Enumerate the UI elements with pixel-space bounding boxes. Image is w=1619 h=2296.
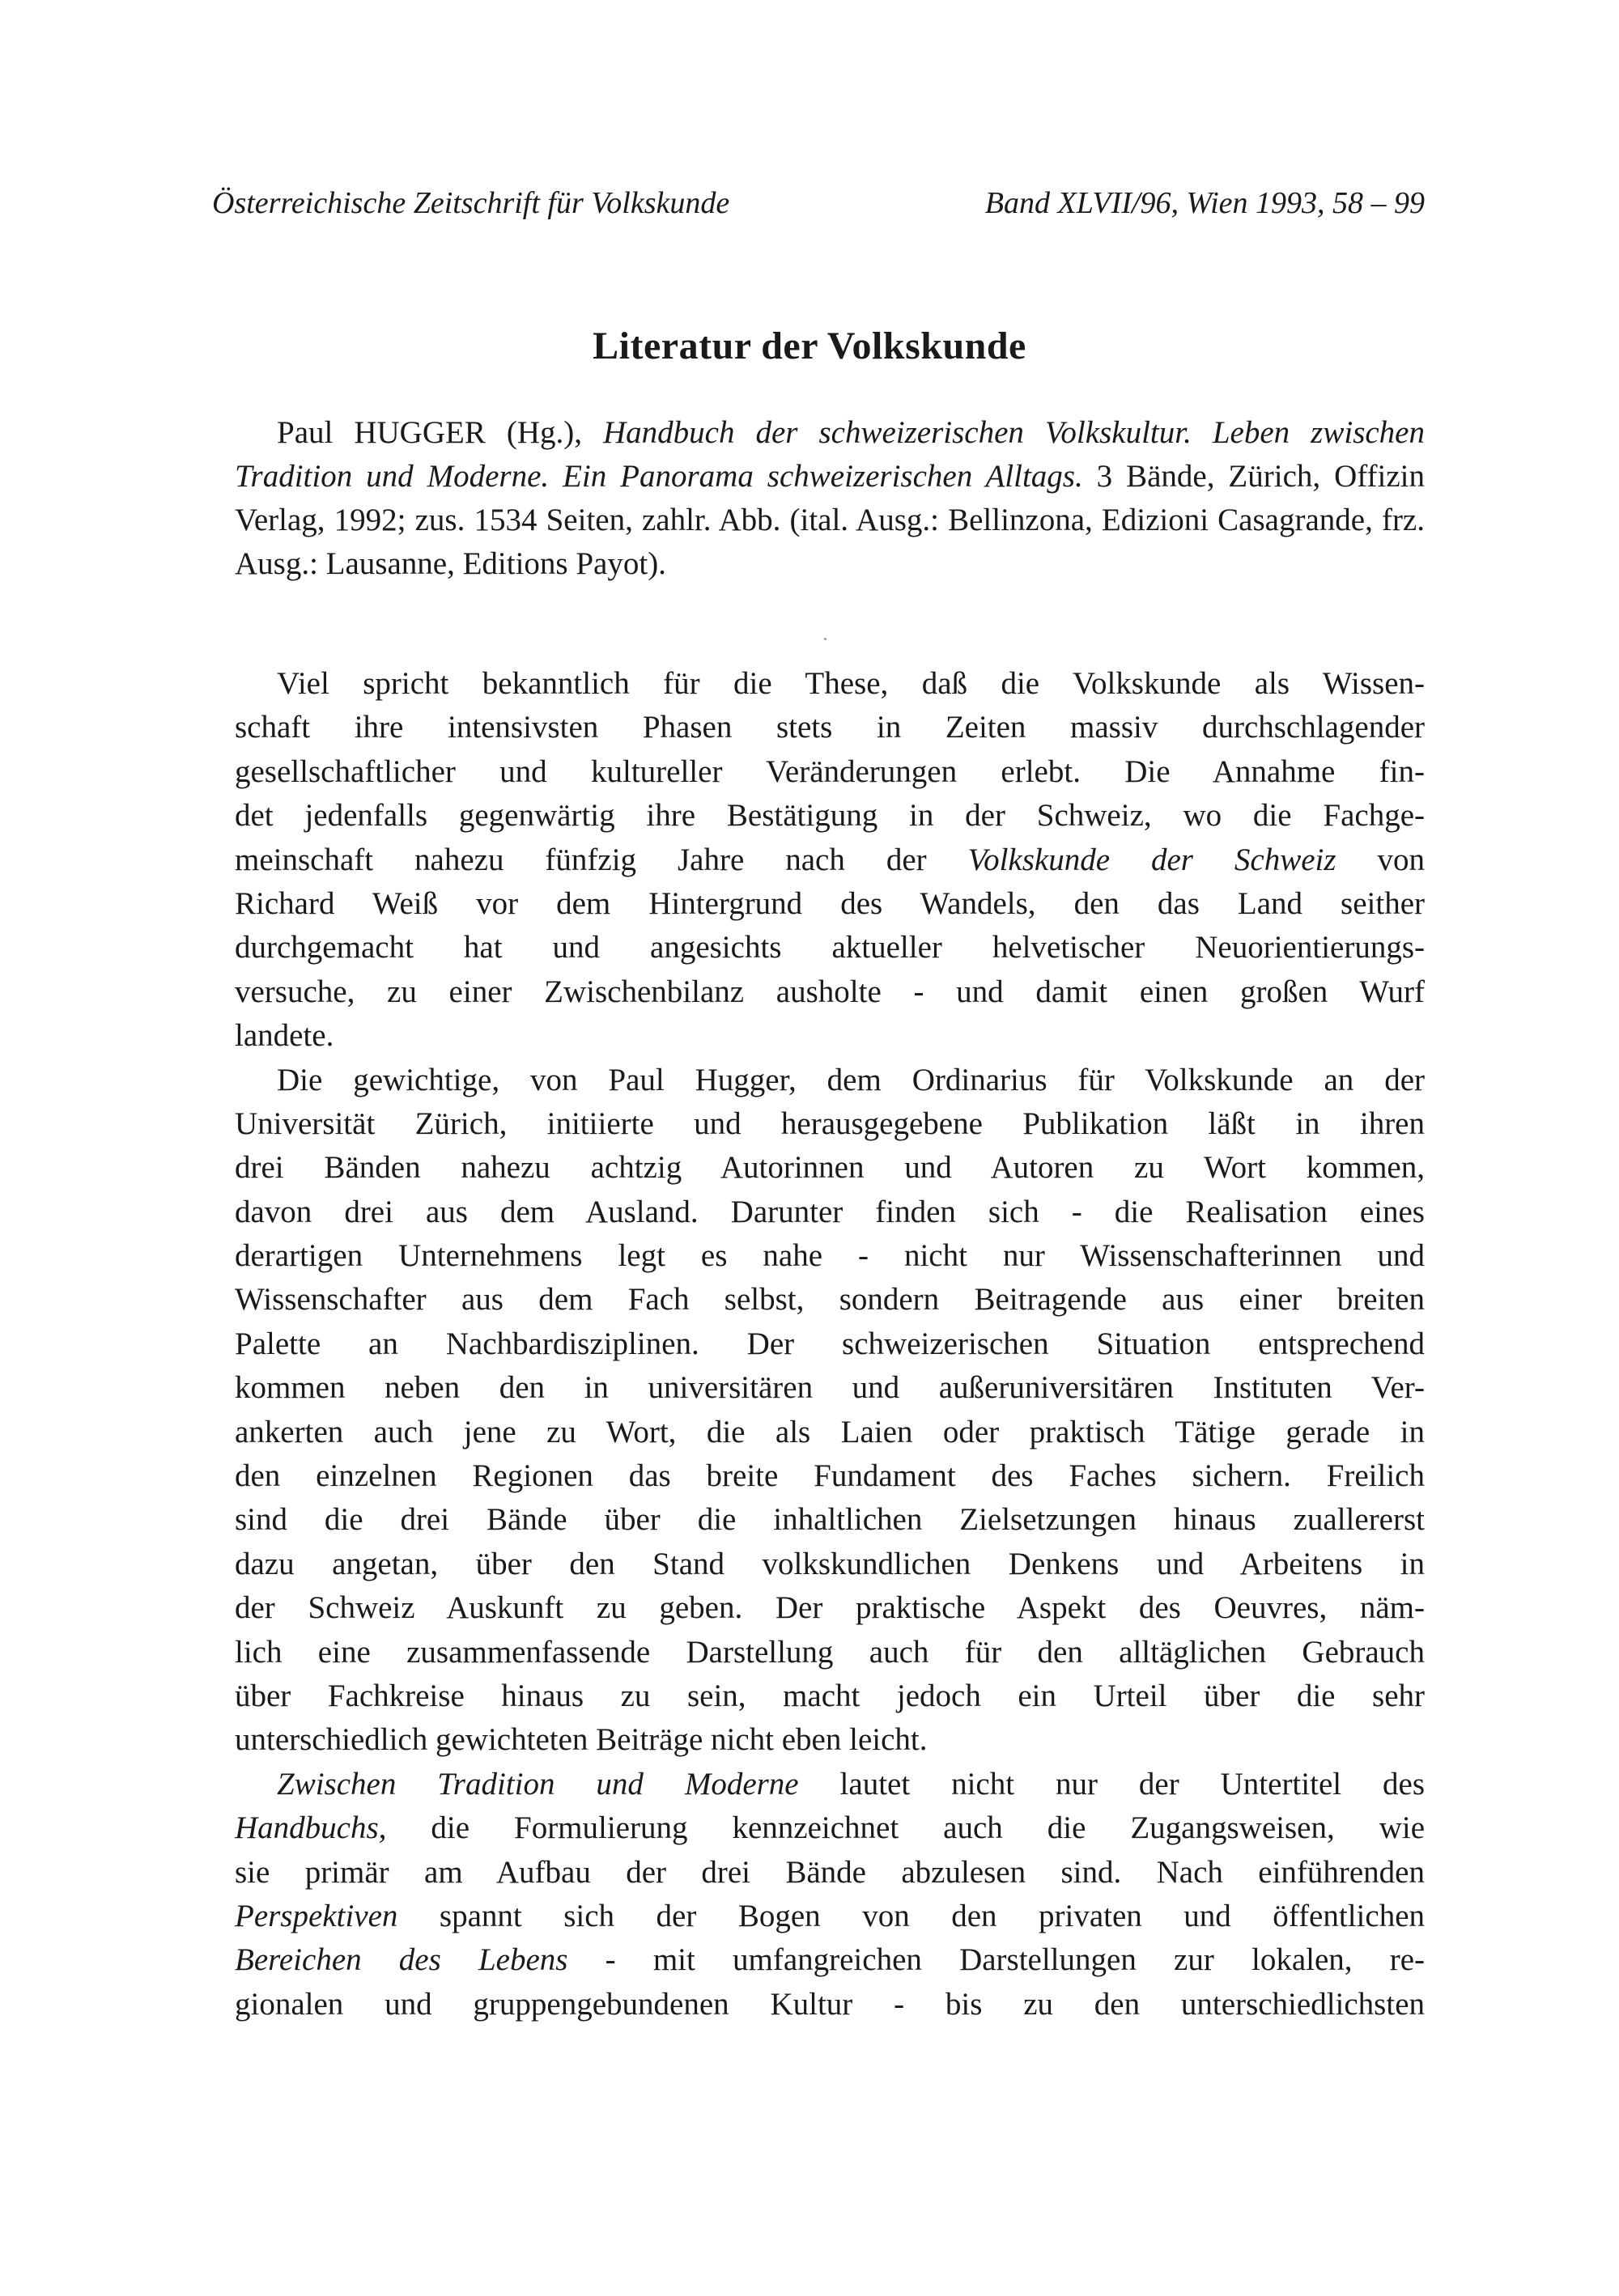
text-line (235, 1983, 1425, 2027)
citation-author: Paul HUGGER (Hg.), (277, 415, 603, 450)
text-segment: kommen neben den in universitären und außeruniversitären Instituten Ver- (235, 1370, 1425, 1406)
text-line (235, 970, 1425, 1014)
text-line (235, 838, 1425, 882)
text-segment: versuche, zu einer Zwischenbilanz ausholte - und damit einen großen Wurf (235, 974, 1425, 1009)
text-segment: landete. (235, 1018, 334, 1054)
text-segment: det jedenfalls gegenwärtig ihre Bestätigung in der Schweiz, wo die Fachge- (235, 798, 1425, 834)
text-line (235, 1366, 1425, 1410)
text-segment: Bereichen des Lebens (235, 1942, 568, 1978)
text-line (235, 882, 1425, 926)
text-segment: Palette an Nachbardisziplinen. Der schweizerischen Situation entsprechend (235, 1326, 1425, 1361)
section-title: Literatur der Volkskunde (593, 325, 1026, 367)
text-segment: schaft ihre intensivsten Phasen stets in Zeiten massiv durchschlagender (235, 710, 1425, 745)
text-line (235, 1234, 1425, 1278)
text-line (235, 926, 1425, 970)
text-line (235, 1895, 1425, 1938)
running-header (212, 183, 1425, 223)
text-line (235, 1278, 1425, 1322)
text-line (235, 1014, 1425, 1058)
text-line (235, 1586, 1425, 1630)
text-line (235, 1543, 1425, 1586)
text-segment: spannt sich der Bogen von den privaten und öffentlichen (397, 1898, 1425, 1933)
text-segment: drei Bänden nahezu achtzig Autorinnen und Autoren zu Wort kommen, (235, 1150, 1425, 1186)
text-line (235, 1322, 1425, 1366)
text-line (235, 1190, 1425, 1234)
text-line (235, 1674, 1425, 1718)
text-segment: Perspektiven (235, 1898, 398, 1933)
text-segment: durchgemacht hat und angesichts aktueller helvetischer Neuorientierungs- (235, 930, 1425, 966)
text-line (235, 1806, 1425, 1850)
journal-name: Österreichische Zeitschrift für Volkskunde (212, 186, 730, 220)
text-line (235, 1498, 1425, 1542)
text-segment: derartigen Unternehmens legt es nahe - nicht nur Wissenschafterinnen und (235, 1238, 1425, 1274)
citation-details: 3 Bände, Zürich, Offizin Verlag, 1992; zus. 1534 Seiten, zahlr. Abb. (ital. Ausg.: Bellinzona, Edizioni Casagrande, frz. Ausg.: Lausanne, Editions Payot). (235, 459, 1425, 581)
text-line (235, 1454, 1425, 1498)
text-segment: Volkskunde der Schweiz (967, 842, 1336, 877)
text-segment: sind die drei Bände über die inhaltlichen Zielsetzungen hinaus zuallererst (235, 1502, 1425, 1538)
text-line (235, 1411, 1425, 1454)
text-segment: lich eine zusammenfassende Darstellung auch für den alltäglichen Gebrauch (235, 1634, 1425, 1670)
text-line (235, 1763, 1425, 1806)
book-citation (235, 411, 1425, 586)
text-segment: Wissenschafter aus dem Fach selbst, sondern Beitragende aus einer breiten (235, 1282, 1425, 1318)
review-body (235, 662, 1425, 2027)
text-segment: meinschaft nahezu fünfzig Jahre nach der (235, 842, 968, 877)
text-segment: Die gewichtige, von Paul Hugger, dem Ordinarius für Volkskunde an der (277, 1062, 1425, 1097)
text-line (235, 706, 1425, 749)
text-line (235, 1938, 1425, 1982)
text-line (235, 1059, 1425, 1102)
text-segment: die Formulierung kennzeichnet auch die Zugangsweisen, wie (386, 1810, 1425, 1846)
text-segment: ankerten auch jene zu Wort, die als Laien oder praktisch Tätige gerade in (235, 1414, 1425, 1449)
text-segment: gionalen und gruppengebundenen Kultur - bis zu den unterschiedlichsten (235, 1986, 1425, 2022)
text-line (235, 1102, 1425, 1146)
text-segment: dazu angetan, über den Stand volkskundlichen Denkens und Arbeitens in (235, 1546, 1425, 1581)
text-line (235, 662, 1425, 706)
text-segment: lautet nicht nur der Untertitel des (798, 1766, 1425, 1802)
text-segment: - mit umfangreichen Darstellungen zur lokalen, re- (567, 1942, 1425, 1978)
text-line (235, 1851, 1425, 1895)
text-segment: der Schweiz Auskunft zu geben. Der praktische Aspekt des Oeuvres, näm- (235, 1590, 1425, 1626)
text-line (235, 750, 1425, 794)
text-segment: Zwischen Tradition und Moderne (277, 1766, 799, 1802)
text-segment: Viel spricht bekanntlich für die These, daß die Volkskunde als Wissen- (277, 666, 1425, 701)
text-segment: Universität Zürich, initiierte und herausgegebene Publikation läßt in ihren (235, 1106, 1425, 1141)
scan-speck (824, 638, 826, 640)
text-segment: den einzelnen Regionen das breite Fundament des Faches sichern. Freilich (235, 1458, 1425, 1494)
text-line (235, 794, 1425, 838)
text-segment: über Fachkreise hinaus zu sein, macht jedoch ein Urteil über die sehr (235, 1678, 1425, 1713)
text-line (235, 1631, 1425, 1674)
text-segment: gesellschaftlicher und kultureller Veränderungen erlebt. Die Annahme fin- (235, 753, 1425, 789)
text-segment: Handbuchs, (235, 1810, 387, 1846)
citation-book-title: Handbuch der schweizerischen Volkskultur. Leben zwischen Tradition und Moderne. Ein Panorama schweizerischen Alltags. (235, 415, 1425, 494)
text-segment: Richard Weiß vor dem Hintergrund des Wandels, den das Land seither (235, 885, 1425, 921)
text-segment: sie primär am Aufbau der drei Bände abzulesen sind. Nach einführenden (235, 1854, 1425, 1890)
text-segment: von (1336, 842, 1425, 877)
volume-info: Band XLVII/96, Wien 1993, 58 – 99 (984, 186, 1425, 220)
text-segment: unterschiedlich gewichteten Beiträge nicht eben leicht. (235, 1722, 928, 1758)
text-segment: davon drei aus dem Ausland. Darunter finden sich - die Realisation eines (235, 1194, 1425, 1229)
text-line (235, 1146, 1425, 1190)
text-line (235, 1718, 1425, 1762)
